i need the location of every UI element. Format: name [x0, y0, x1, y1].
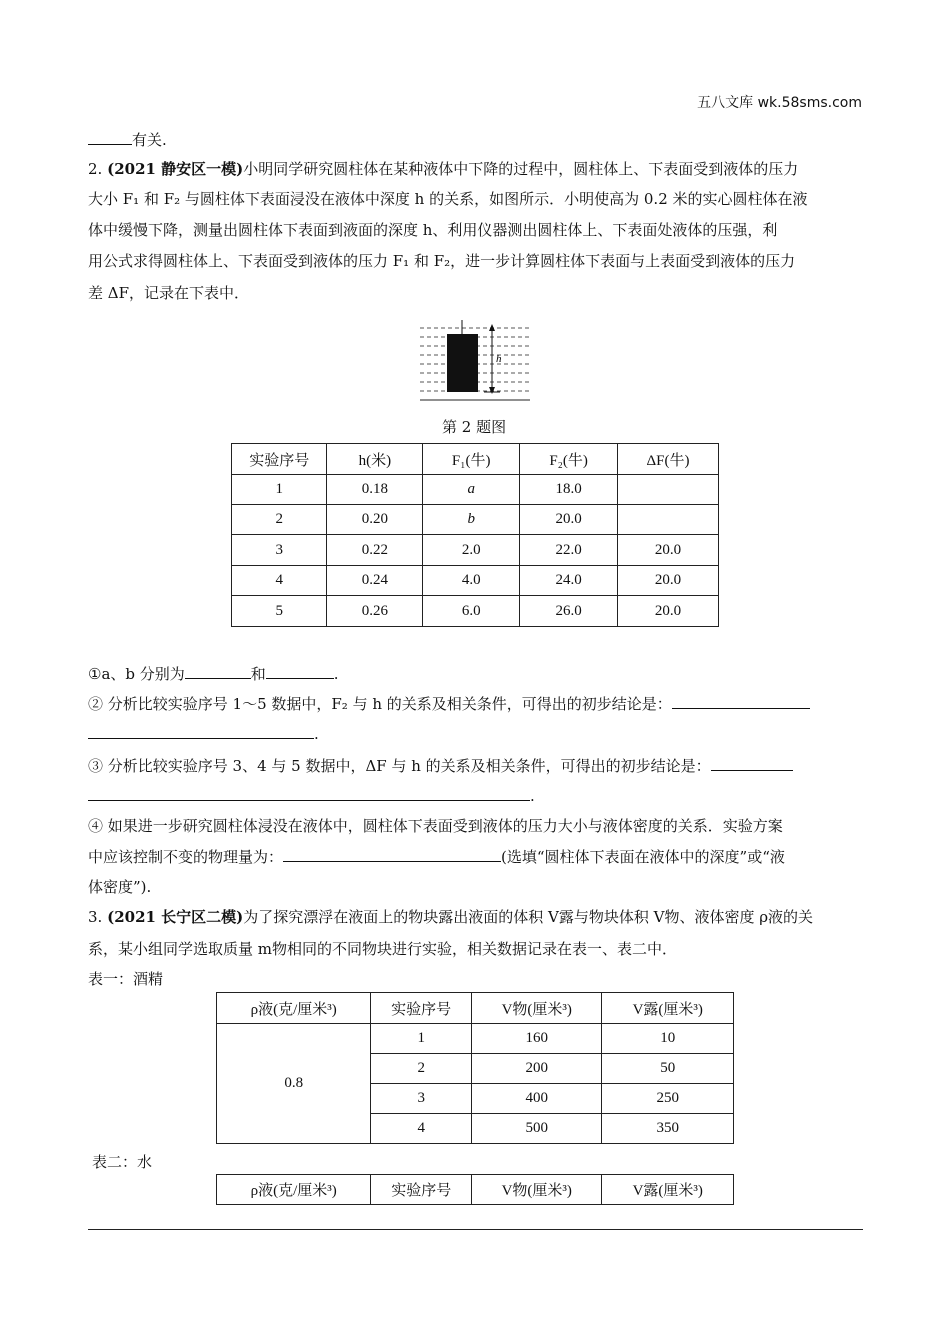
- table1-title: 表一：酒精: [88, 970, 164, 988]
- table2-title: 表二：水: [92, 1153, 153, 1171]
- q2-line4: 用公式求得圆柱体上、下表面受到液体的压力 F₁ 和 F₂，进一步计算圆柱体下表面与上表面受到液体的压力: [88, 252, 796, 270]
- table-row: 4 500 350: [217, 1114, 734, 1144]
- cylinder-block: [447, 334, 478, 392]
- q2-sub1: ①a、b 分别为 和 .: [88, 662, 339, 684]
- q2-sub4-line1: ④ 如果进一步研究圆柱体浸没在液体中，圆柱体下表面受到液体的压力大小与液体密度的关系．实验方案: [88, 817, 783, 835]
- answer-blank: [88, 128, 132, 145]
- q3-table1: [216, 992, 734, 1144]
- q2-sub4-line3: 体密度”).: [88, 878, 152, 896]
- table-header-row: 实验序号 h(米) F₁(牛) F₂(牛) ΔF(牛): [232, 444, 719, 475]
- footer-divider: [88, 1229, 863, 1230]
- q3-line1: 3. (2021 长宁区二模)为了探究漂浮在液面上的物块露出液面的体积 V露与物块体积 V物、液体密度 ρ液的关: [88, 908, 814, 926]
- q2-line1: 2. (2021 静安区一模)小明同学研究圆柱体在某种液体中下降的过程中，圆柱体上、下表面受到液体的压力: [88, 160, 799, 178]
- q2-line5: 差 ΔF，记录在下表中．: [88, 284, 250, 302]
- q2-sub3-line2: .: [88, 784, 535, 805]
- answer-blank-a: [185, 662, 251, 679]
- q2-line3: 体中缓慢下降，测量出圆柱体下表面到液面的深度 h、利用仪器测出圆柱体上、下表面处液体的压强，利: [88, 221, 778, 239]
- q2-sub3-line1: ③ 分析比较实验序号 3、4 与 5 数据中，ΔF 与 h 的关系及相关条件，可得出的初步结论是：: [88, 754, 793, 776]
- table-header-row: ρ液(克/厘米³) 实验序号 V物(厘米³) V露(厘米³): [217, 1175, 734, 1205]
- q2-source: (2021 静安区一模): [107, 160, 244, 178]
- table-row: 2 200 50: [217, 1054, 734, 1084]
- q2-sub2-line1: ② 分析比较实验序号 1～5 数据中，F₂ 与 h 的关系及相关条件，可得出的初步结论是：: [88, 692, 810, 714]
- table-row: 0.8 1 160 10: [217, 1024, 734, 1054]
- density-cell: 0.8: [217, 1024, 371, 1144]
- answer-blank: [711, 754, 793, 771]
- q1-tail: 有关.: [88, 128, 167, 150]
- q2-line2: 大小 F₁ 和 F₂ 与圆柱体下表面浸没在液体中深度 h 的关系，如图所示．小明使高为 0.2 米的实心圆柱体在液: [88, 190, 808, 208]
- q2-sub2-line2: .: [88, 722, 319, 743]
- answer-blank: [88, 722, 314, 739]
- answer-blank: [672, 692, 810, 709]
- q2-data-table: [231, 443, 719, 627]
- table-header-row: ρ液(克/厘米³) 实验序号 V物(厘米³) V露(厘米³): [217, 993, 734, 1024]
- table-row: 3 0.22 2.0 22.0 20.0: [232, 535, 719, 566]
- q3-line2: 系，某小组同学选取质量 m物相同的不同物块进行实验，相关数据记录在表一、表二中．: [88, 940, 677, 958]
- table-row: 2 0.20 b 20.0: [232, 505, 719, 535]
- table-row: 4 0.24 4.0 24.0 20.0: [232, 566, 719, 596]
- depth-label: h: [496, 353, 502, 365]
- figure-caption: 第 2 题图: [442, 418, 507, 436]
- q3-source: (2021 长宁区二模): [107, 908, 244, 926]
- answer-blank: [88, 784, 530, 801]
- answer-blank: [283, 845, 501, 862]
- answer-blank-b: [266, 662, 334, 679]
- q3-table2: [216, 1174, 734, 1205]
- cylinder-figure: [418, 318, 532, 402]
- table-row: 5 0.26 6.0 26.0 20.0: [232, 596, 719, 627]
- table-row: 1 0.18 a 18.0: [232, 475, 719, 505]
- site-header: 五八文库 wk.58sms.com: [697, 95, 862, 111]
- table-row: 3 400 250: [217, 1084, 734, 1114]
- q2-sub4-line2: 中应该控制不变的物理量为： (选填“圆柱体下表面在液体中的深度”或“液: [88, 845, 785, 867]
